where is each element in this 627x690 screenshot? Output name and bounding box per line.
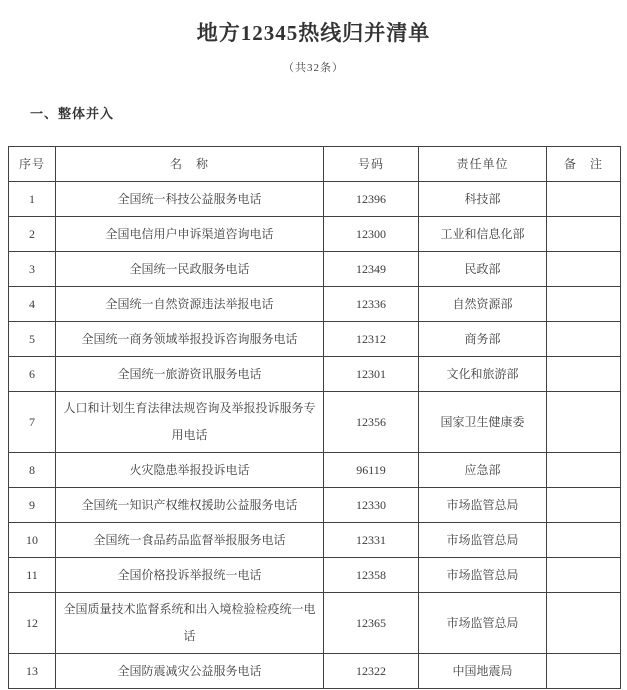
row-number: 12349 <box>324 252 419 287</box>
row-unit: 自然资源部 <box>419 287 547 322</box>
row-index: 9 <box>9 488 56 523</box>
row-index: 8 <box>9 453 56 488</box>
row-index: 5 <box>9 322 56 357</box>
row-unit: 国家卫生健康委 <box>419 392 547 453</box>
table-row <box>9 488 621 523</box>
row-unit: 民政部 <box>419 252 547 287</box>
row-remark <box>547 488 621 523</box>
row-index: 6 <box>9 357 56 392</box>
row-remark <box>547 593 621 654</box>
row-number: 12396 <box>324 182 419 217</box>
row-unit: 商务部 <box>419 322 547 357</box>
row-unit: 文化和旅游部 <box>419 357 547 392</box>
row-remark <box>547 182 621 217</box>
row-number: 12312 <box>324 322 419 357</box>
row-index: 3 <box>9 252 56 287</box>
table-row <box>9 654 621 689</box>
row-index: 12 <box>9 593 56 654</box>
row-remark <box>547 287 621 322</box>
table-row <box>9 357 621 392</box>
row-remark <box>547 322 621 357</box>
row-index: 1 <box>9 182 56 217</box>
table-row <box>9 523 621 558</box>
row-remark <box>547 654 621 689</box>
table-row <box>9 217 621 252</box>
row-number: 12358 <box>324 558 419 593</box>
row-remark <box>547 558 621 593</box>
row-name: 全国质量技术监督系统和出入境检验检疫统一电话 <box>56 593 324 654</box>
row-name: 全国价格投诉举报统一电话 <box>56 558 324 593</box>
row-index: 4 <box>9 287 56 322</box>
page-title: 地方12345热线归并清单 <box>196 21 431 45</box>
header-name: 名 称 <box>56 147 324 182</box>
row-name: 全国统一民政服务电话 <box>56 252 324 287</box>
row-unit: 科技部 <box>419 182 547 217</box>
row-name: 全国统一科技公益服务电话 <box>56 182 324 217</box>
row-name: 全国统一知识产权维权援助公益服务电话 <box>56 488 324 523</box>
row-index: 10 <box>9 523 56 558</box>
row-number: 12322 <box>324 654 419 689</box>
table-row <box>9 322 621 357</box>
row-name: 全国统一食品药品监督举报服务电话 <box>56 523 324 558</box>
row-number: 12300 <box>324 217 419 252</box>
table-row <box>9 182 621 217</box>
row-unit: 工业和信息化部 <box>419 217 547 252</box>
row-index: 13 <box>9 654 56 689</box>
table-row <box>9 392 621 453</box>
row-name: 火灾隐患举报投诉电话 <box>56 453 324 488</box>
header-remark: 备 注 <box>547 147 621 182</box>
table-row <box>9 558 621 593</box>
row-number: 12356 <box>324 392 419 453</box>
row-name: 全国防震减灾公益服务电话 <box>56 654 324 689</box>
row-number: 12336 <box>324 287 419 322</box>
header-number: 号码 <box>324 147 419 182</box>
row-number: 12365 <box>324 593 419 654</box>
row-unit: 市场监管总局 <box>419 558 547 593</box>
hotline-table <box>8 146 621 689</box>
row-number: 12331 <box>324 523 419 558</box>
row-index: 2 <box>9 217 56 252</box>
row-remark <box>547 217 621 252</box>
table-row <box>9 453 621 488</box>
row-remark <box>547 252 621 287</box>
row-remark <box>547 453 621 488</box>
row-name: 全国统一商务领域举报投诉咨询服务电话 <box>56 322 324 357</box>
row-remark <box>547 357 621 392</box>
row-index: 11 <box>9 558 56 593</box>
header-unit: 责任单位 <box>419 147 547 182</box>
table-row <box>9 593 621 654</box>
row-name: 全国统一旅游资讯服务电话 <box>56 357 324 392</box>
row-unit: 市场监管总局 <box>419 593 547 654</box>
row-number: 12301 <box>324 357 419 392</box>
row-number: 96119 <box>324 453 419 488</box>
row-name: 全国统一自然资源违法举报电话 <box>56 287 324 322</box>
row-unit: 市场监管总局 <box>419 523 547 558</box>
row-unit: 中国地震局 <box>419 654 547 689</box>
table-header-row <box>9 147 621 182</box>
page-subtitle: （共32条） <box>283 62 344 74</box>
row-number: 12330 <box>324 488 419 523</box>
row-remark <box>547 392 621 453</box>
row-index: 7 <box>9 392 56 453</box>
row-unit: 市场监管总局 <box>419 488 547 523</box>
section-heading: 一、整体并入 <box>30 106 115 121</box>
hotline-table-body <box>9 182 621 689</box>
row-name: 全国电信用户申诉渠道咨询电话 <box>56 217 324 252</box>
header-index: 序号 <box>9 147 56 182</box>
row-unit: 应急部 <box>419 453 547 488</box>
table-row <box>9 252 621 287</box>
row-name: 人口和计划生育法律法规咨询及举报投诉服务专用电话 <box>56 392 324 453</box>
row-remark <box>547 523 621 558</box>
table-row <box>9 287 621 322</box>
